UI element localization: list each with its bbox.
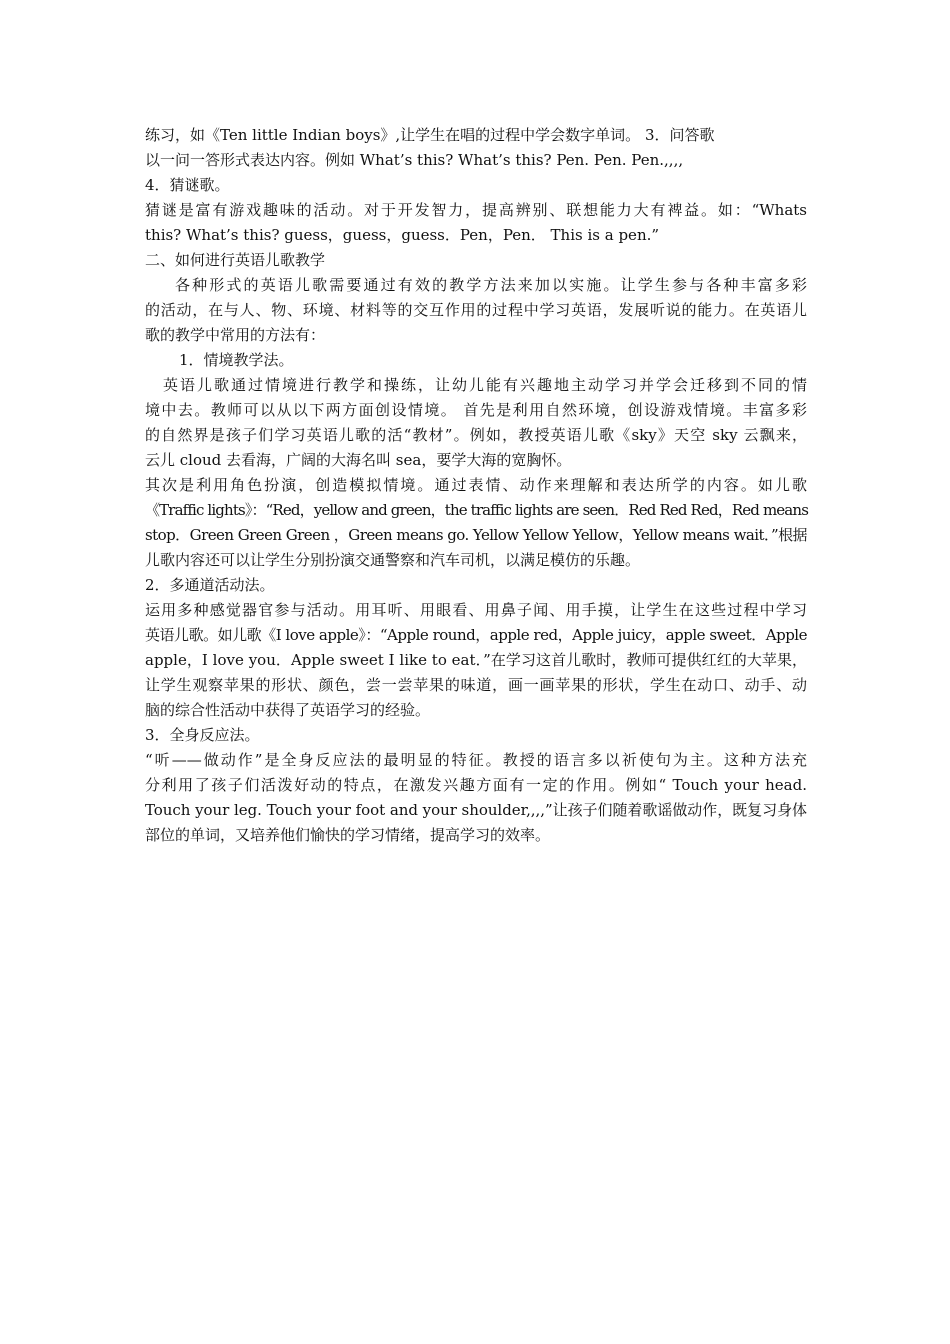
text-line: 儿歌内容还可以让学生分别扮演交通警察和汽车司机，以满足模仿的乐趣。	[145, 551, 641, 569]
text-line: “听——做动作”是全身反应法的最明显的特征。教授的语言多以祈使句为主。这种方法充	[145, 751, 807, 769]
text-line: 练习，如《Ten little Indian boys》,让学生在唱的过程中学会数字单词。 3．问答歌	[145, 126, 715, 144]
text-line: 分利用了孩子们活泼好动的特点，在激发兴趣方面有一定的作用。例如“ Touch your head.	[145, 776, 807, 794]
text-line: Touch your leg. Touch your foot and your shoulder,,,,”让孩子们随着歌谣做动作，既复习身体	[145, 801, 807, 819]
text-line: 云儿 cloud 去看海，广阔的大海名叫 sea，要学大海的宽胸怀。	[145, 451, 572, 469]
numbered-heading: 4．猜谜歌。	[145, 176, 230, 194]
text-line: 的活动，在与人、物、环境、材料等的交互作用的过程中学习英语，发展听说的能力。在英语儿	[145, 301, 807, 319]
numbered-heading: 1．情境教学法。	[179, 351, 294, 369]
text-line: 脑的综合性活动中获得了英语学习的经验。	[145, 701, 431, 719]
numbered-heading: 2．多通道活动法。	[145, 576, 275, 594]
text-line: 的自然界是孩子们学习英语儿歌的活“教材”。例如，教授英语儿歌《sky》天空 sky 云飘来，	[145, 426, 807, 444]
numbered-heading: 3．全身反应法。	[145, 726, 260, 744]
text-line: stop．Green Green Green ，Green means go. Yellow Yellow Yellow，Yellow means wait．”根据	[145, 526, 807, 544]
text-line: apple，I love you．Apple sweet I like to eat．”在学习这首儿歌时，教师可提供红红的大苹果，	[145, 651, 807, 669]
text-line: 英语儿歌。如儿歌《I love apple》：“Apple round，apple red，Apple juicy，apple sweet．Apple	[145, 626, 807, 644]
text-line: 《Traffic lights》：“Red，yellow and green，the traffic lights are seen．Red Red Red，Red means	[145, 501, 809, 519]
text-line: 歌的教学中常用的方法有：	[145, 326, 326, 344]
text-line: this? What’s this? guess，guess，guess．Pen，Pen． This is a pen.”	[145, 226, 660, 244]
text-line: 英语儿歌通过情境进行教学和操练，让幼儿能有兴趣地主动学习并学会迁移到不同的情	[163, 376, 807, 394]
text-line: 境中去。教师可以从以下两方面创设情境。 首先是利用自然环境，创设游戏情境。丰富多彩	[145, 401, 807, 419]
text-line: 让学生观察苹果的形状、颜色，尝一尝苹果的味道，画一画苹果的形状，学生在动口、动手、动	[145, 676, 807, 694]
section-heading: 二、如何进行英语儿歌教学	[145, 251, 326, 269]
text-line: 各种形式的英语儿歌需要通过有效的教学方法来加以实施。让学生参与各种丰富多彩	[175, 276, 807, 294]
text-line: 部位的单词，又培养他们愉快的学习情绪，提高学习的效率。	[145, 826, 551, 844]
text-line: 以一问一答形式表达内容。例如 What’s this? What’s this? Pen. Pen. Pen.,,,,	[145, 151, 684, 169]
text-line: 猜谜是富有游戏趣味的活动。对于开发智力，提高辨别、联想能力大有裨益。如：“Whats	[145, 201, 807, 219]
text-line: 其次是利用角色扮演，创造模拟情境。通过表情、动作来理解和表达所学的内容。如儿歌	[145, 476, 807, 494]
document-page	[145, 123, 807, 848]
text-line: 运用多种感觉器官参与活动。用耳听、用眼看、用鼻子闻、用手摸，让学生在这些过程中学习	[145, 601, 807, 619]
